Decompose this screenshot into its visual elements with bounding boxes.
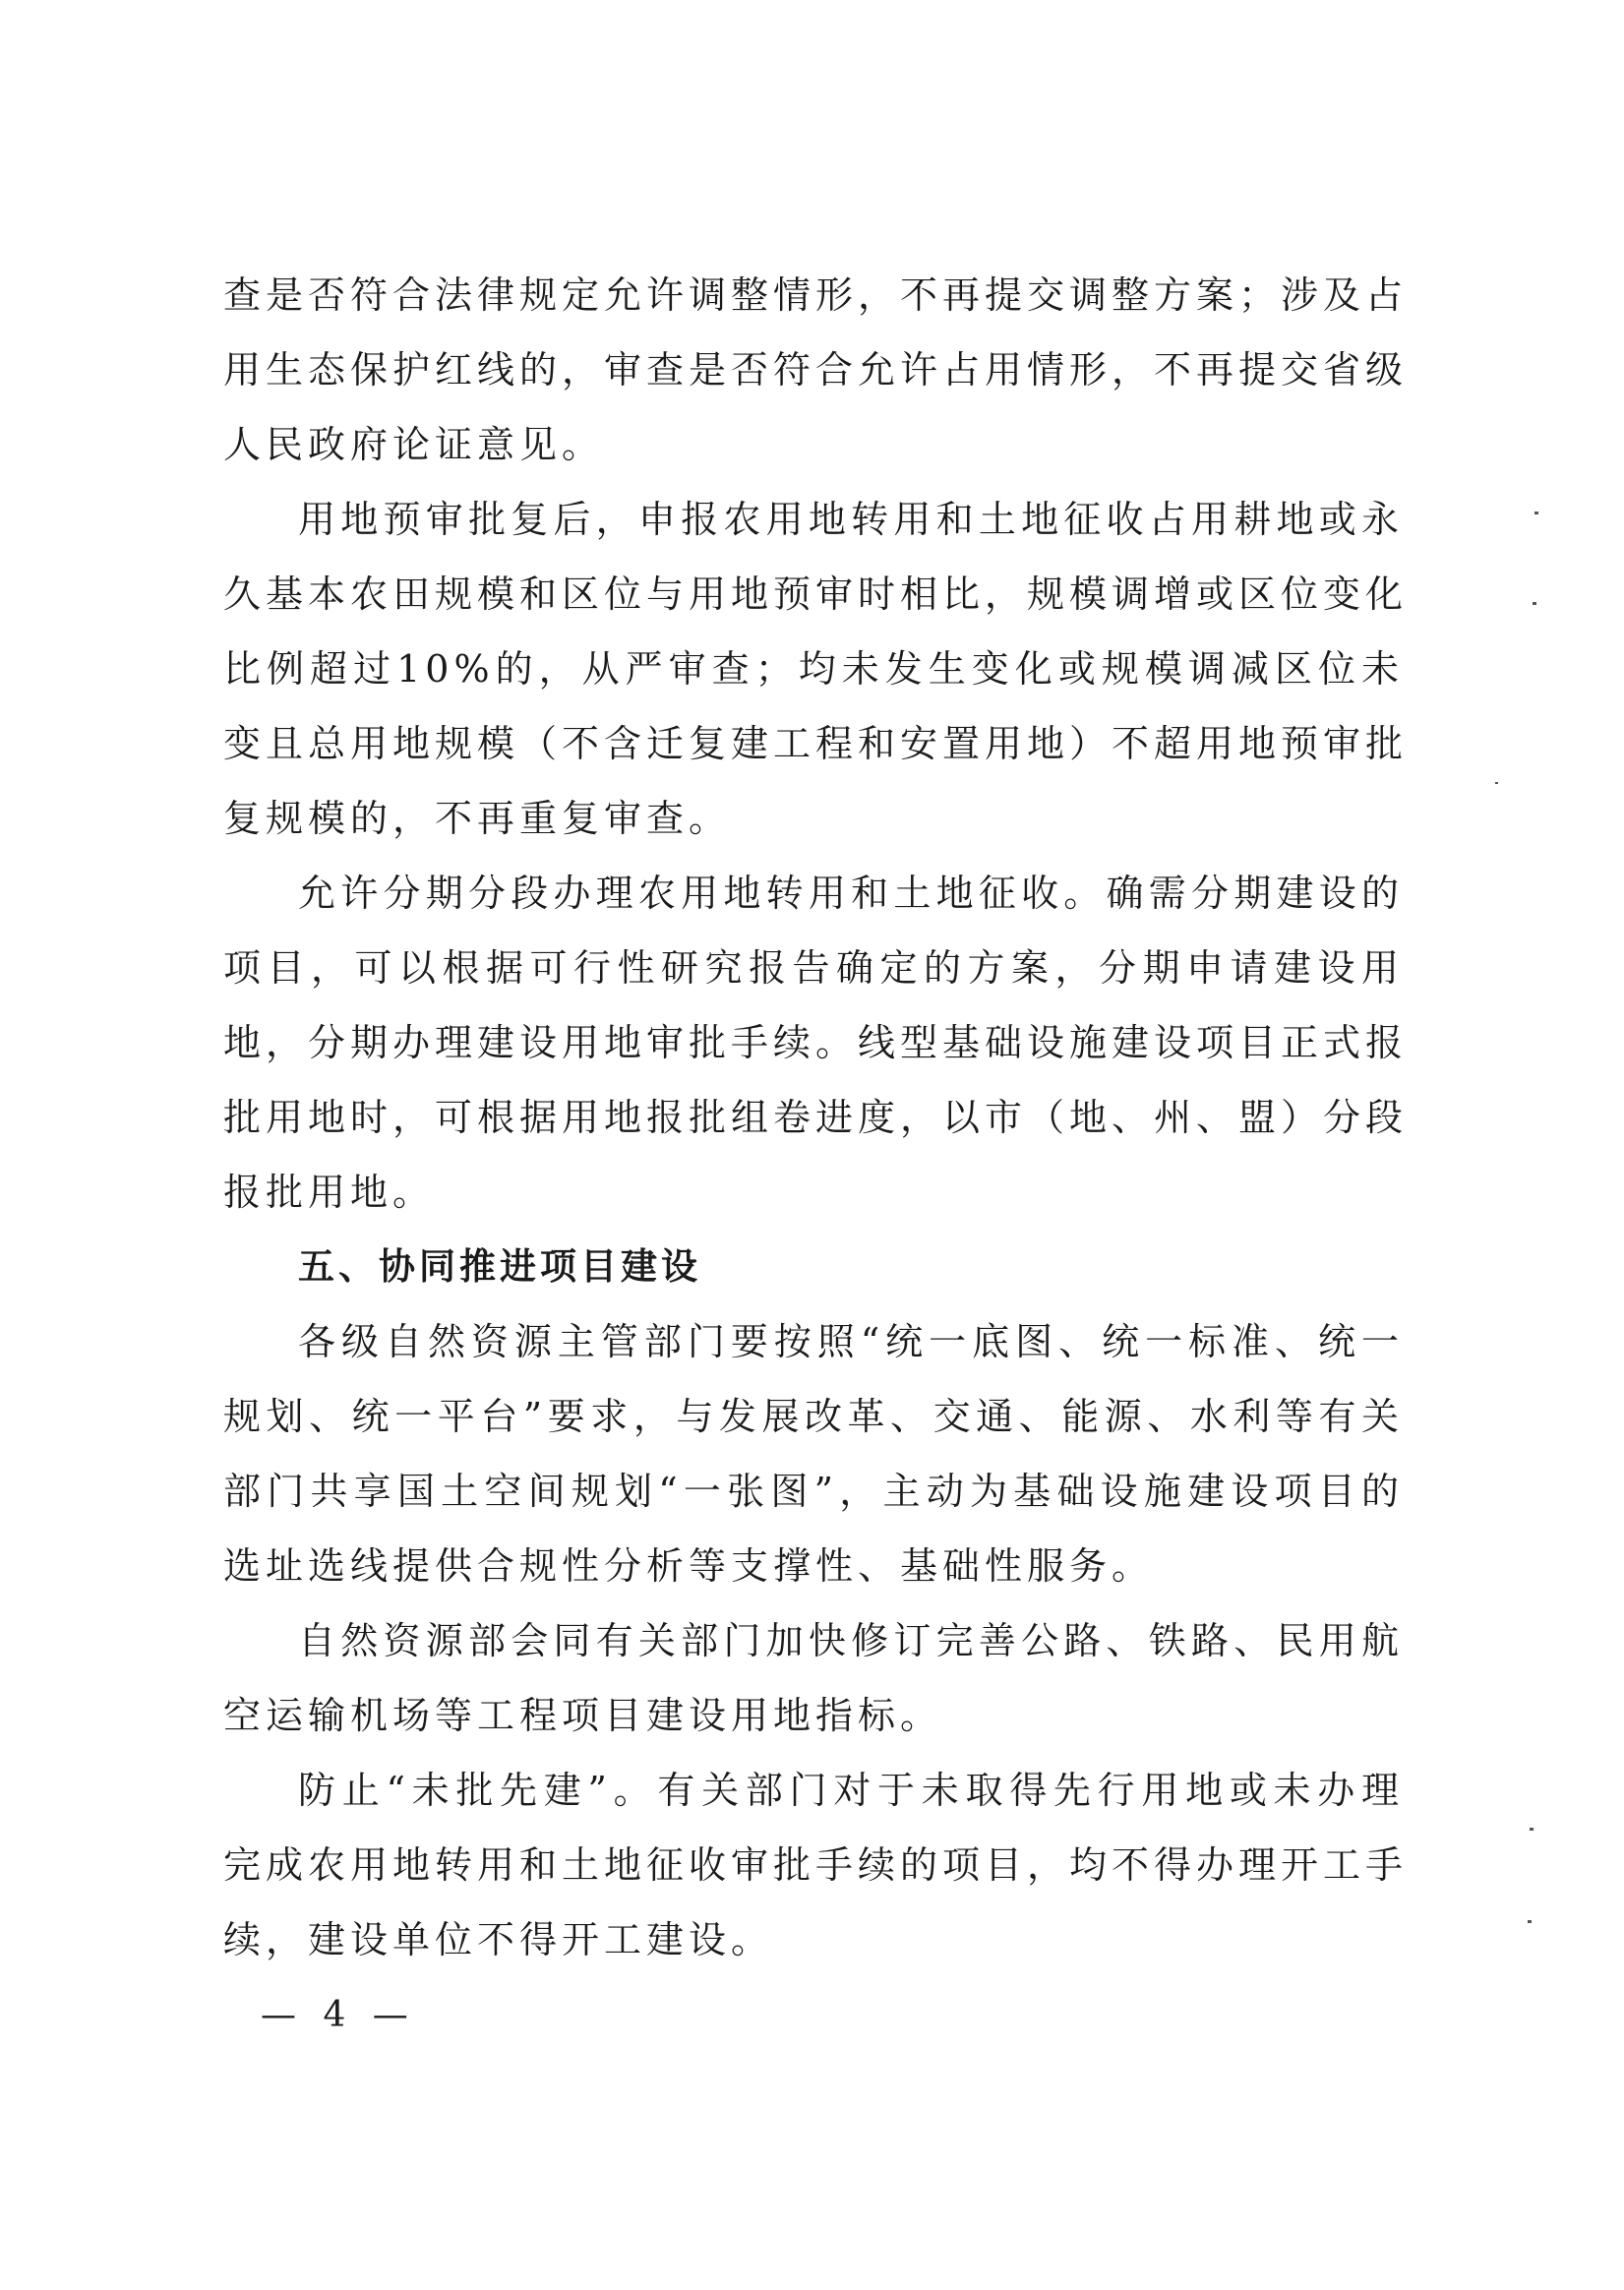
scan-speck [1534,512,1538,514]
text-line: 报批用地。 [223,1171,436,1214]
text-line: 变且总用地规模（不含迁复建工程和安置用地）不超用地预审批 [223,722,1409,765]
scan-speck [1533,602,1536,605]
text-line: 人民政府论证意见。 [223,423,605,466]
text-line: 项目，可以根据可行性研究报告确定的方案，分期申请建设用 [223,946,1404,990]
text-line: 空运输机场等工程项目建设用地指标。 [223,1694,943,1737]
scan-speck [1495,782,1498,784]
page-number: — 4 — [261,1995,416,2035]
text-line: 用地预审批复后，申报农用地转用和土地征收占用耕地或永 [298,498,1404,541]
scan-speck [1528,1920,1532,1923]
text-line: 复规模的，不再重复审查。 [223,797,732,840]
text-line: 规划、统一平台”要求，与发展改革、交通、能源、水利等有关 [223,1395,1404,1438]
text-line: 完成农用地转用和土地征收审批手续的项目，均不得办理开工手 [223,1843,1409,1887]
text-line: 用生态保护红线的，审查是否符合允许占用情形，不再提交省级 [223,348,1409,392]
text-line: 允许分期分段办理农用地转用和土地征收。确需分期建设的 [298,872,1404,915]
scan-speck [1530,1828,1534,1831]
text-line: 选址选线提供合规性分析等支撑性、基础性服务。 [223,1544,1155,1588]
text-line: 比例超过10%的，从严审查；均未发生变化或规模调减区位未 [223,647,1404,691]
text-line: 防止“未批先建”。有关部门对于未取得先行用地或未办理 [298,1769,1404,1812]
text-line: 地，分期办理建设用地审批手续。线型基础设施建设项目正式报 [223,1021,1409,1064]
text-line: 查是否符合法律规定允许调整情形，不再提交调整方案；涉及占 [223,273,1409,317]
text-line: 批用地时，可根据用地报批组卷进度，以市（地、州、盟）分段 [223,1096,1409,1139]
text-line: 久基本农田规模和区位与用地预审时相比，规模调增或区位变化 [223,572,1409,616]
section-heading: 五、协同推进项目建设 [298,1245,701,1288]
text-line: 部门共享国土空间规划“一张图”，主动为基础设施建设项目的 [223,1470,1404,1513]
text-line: 续，建设单位不得开工建设。 [223,1918,774,1961]
text-line: 各级自然资源主管部门要按照“统一底图、统一标准、统一 [298,1320,1404,1363]
text-line: 自然资源部会同有关部门加快修订完善公路、铁路、民用航 [298,1619,1404,1662]
